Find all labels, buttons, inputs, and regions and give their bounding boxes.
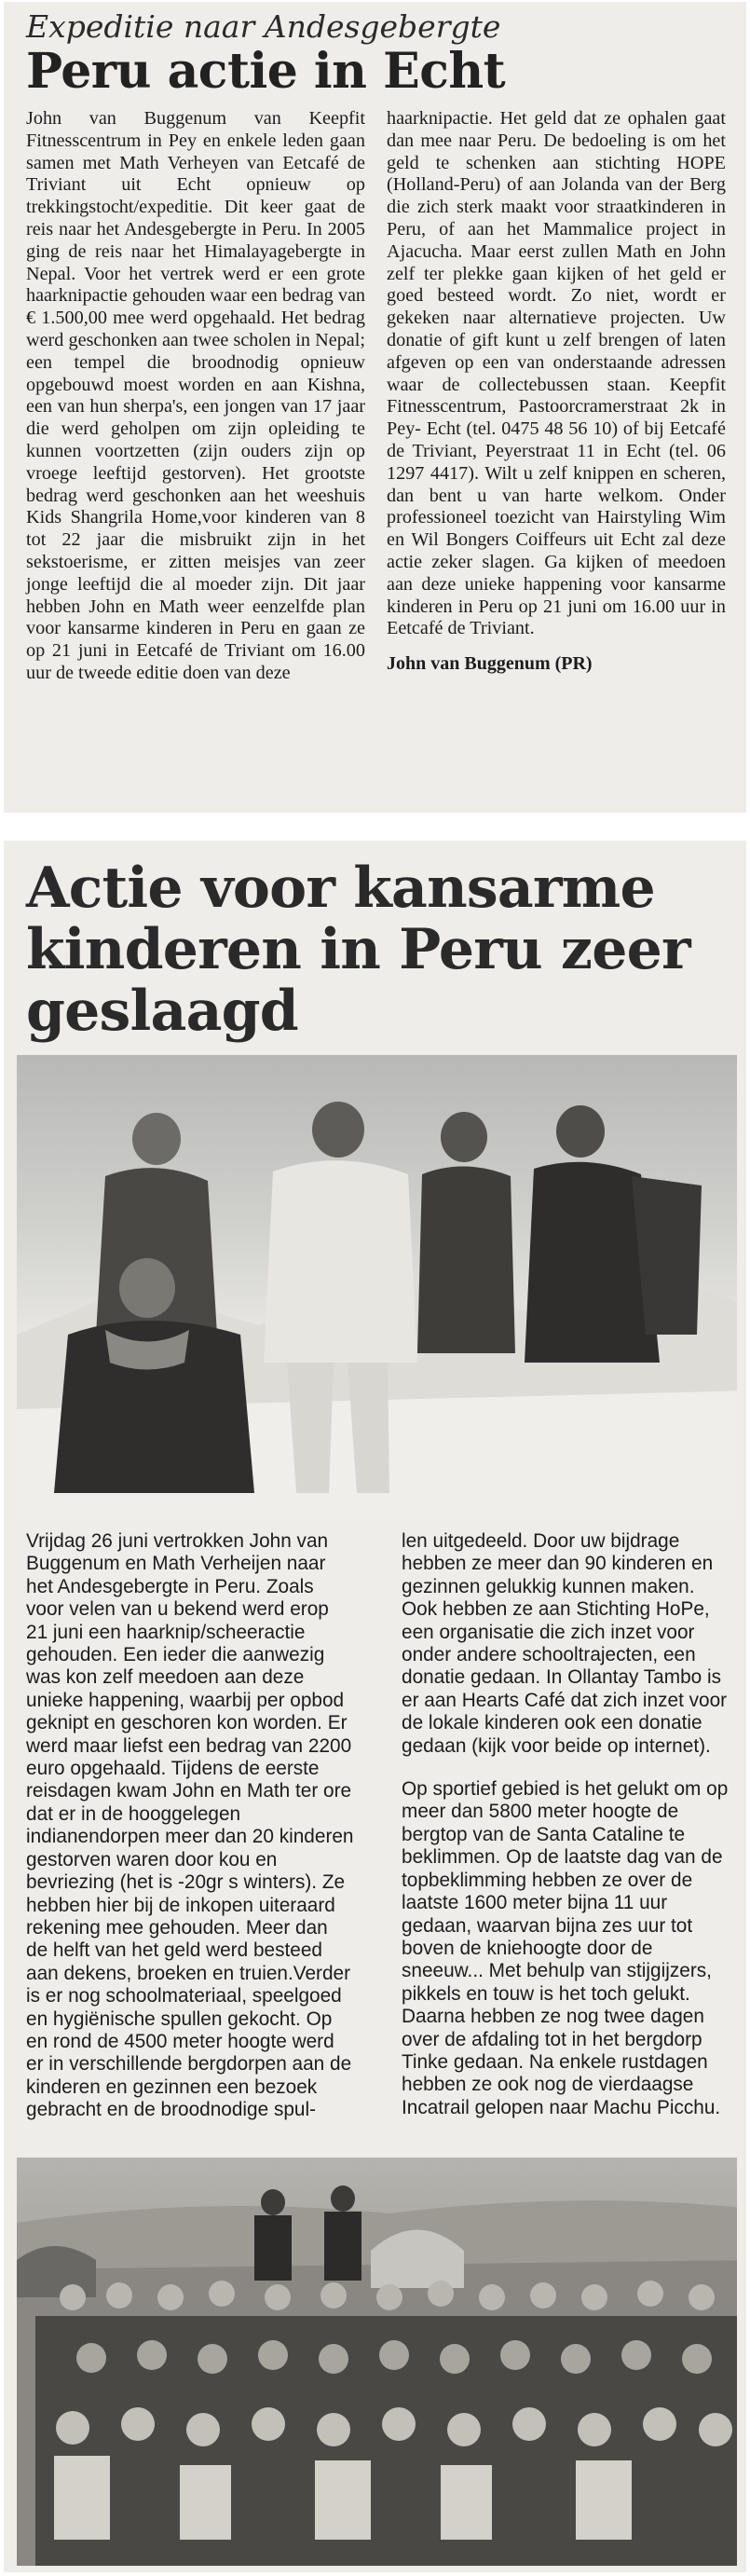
- article-byline: John van Buggenum (PR): [387, 653, 593, 675]
- village-children-illustration: [17, 2158, 737, 2566]
- article-column-left: [26, 108, 365, 685]
- article-kicker: Expeditie naar Andesgebergte: [26, 8, 501, 45]
- article-paragraph: len uitgedeeld. Door uw bijdrage hebben ze meer dan 90 kinderen en gezinnen gelukkig kunnen maken. Ook hebben ze aan Stichting HoPe, een organisatie die zich inzet voor onder andere schooltrajecten, een donatie gedaan. In Ollantay Tambo is er aan Hearts Café dat zich inzet voor de lokale kinderen ook een donatie gedaan (kijk voor beide op internet).: [402, 1530, 728, 1757]
- article-clipping-1: [4, 2, 746, 813]
- article-paragraph: haarknipactie. Het geld dat ze ophalen gaat dan mee naar Peru. De bedoeling is om het geld te schenken aan stichting HOPE (Holland-Peru) of aan Jolanda van der Berg die zich sterk maakt voor straatkinderen in Peru, of aan het Mammalice project in Ajacucha. Maar eerst zullen Math en John zelf ter plekke gaan kijken of het geld er goed besteed wordt. Zo niet, wordt er gekeken naar alternatieve projecten. Uw donatie of gift kunt u zelf brengen of laten afgeven op een van onderstaande adressen waar de collectebussen staan. Keepfit Fitnesscentrum, Pastoorcramerstraat 2k in Pey- Echt (tel. 0475 48 56 10) of bij Eetcafé de Triviant, Peyerstraat 11 in Echt (tel. 06 1297 4417). Wilt u zelf knippen en scheren, dan bent u van harte welkom. Onder professioneel toezicht van Hairstyling Wim en Wil Bongers Coiffeurs uit Echt zal deze actie zeker slagen. Ga kijken of meedoen aan deze unieke happening voor kansarme kinderen in Peru op 21 juni om 16.00 uur in Eetcafé de Triviant.: [387, 108, 726, 639]
- article-headline: Peru actie in Echt: [26, 43, 506, 100]
- photo-climbers: [17, 1055, 737, 1519]
- climbers-illustration: [17, 1055, 737, 1519]
- article-column-right: [402, 1530, 730, 2143]
- article-paragraph: John van Buggenum van Keepfit Fitnesscentrum in Pey en enkele leden gaan samen met Math Verheyen van Eetcafé de Triviant uit Echt opnieuw op trekkingstocht/expeditie. Dit keer gaat de reis naar het Andesgebergte in Peru. In 2005 ging de reis naar het Himalayagebergte in Nepal. Voor het vertrek werd er een grote haarknipactie gehouden waar een bedrag van € 1.500,00 mee werd opgehaald. Het bedrag werd geschonken aan twee scholen in Nepal; een tempel die broodnodig opnieuw opgebouwd moest worden en aan Kishna, een van hun sherpa's, een jongen van 17 jaar die werd geholpen om zijn opleiding te kunnen voortzetten (zijn ouders zijn op vroege leeftijd gestorven). Het grootste bedrag werd geschonken aan het weeshuis Kids Shangrila Home,voor kinderen van 8 tot 22 jaar die misbruikt zijn in het sekstoerisme, er zitten meisjes van zeer jonge leeftijd die al moeder zijn. Dit jaar hebben John en Math weer eenzelfde plan voor kansarme kinderen in Peru en gaan ze op 21 juni in Eetcafé de Triviant om 16.00 uur de tweede editie doen van deze: [26, 108, 365, 683]
- article-body: [26, 1530, 730, 2143]
- article-body: [26, 108, 726, 685]
- article-headline: Actie voor kansarme kinderen in Peru zeer geslaagd: [26, 856, 690, 1044]
- article-paragraph: Op sportief gebied is het gelukt om op meer dan 5800 meter hoogte de bergtop van de Santa Cataline te beklimmen. Op de laatste dag van de topbeklimming hebben ze over de laatste 1600 meter bijna 11 uur gedaan, waarvan bijna zes uur tot boven de kniehoogte door de sneeuw... Met behulp van stijgijzers, pikkels en touw is het toch gelukt. Daarna hebben ze nog twee dagen over de afdaling tot in het bergdorp Tinke gedaan. Na enkele rustdagen hebben ze ook nog de vierdaagse Incatrail gelopen naar Machu Picchu.: [402, 1778, 729, 2118]
- article-paragraph: Vrijdag 26 juni vertrokken John van Buggenum en Math Verheijen naar het Andesgebergte in Peru. Zoals voor velen van u bekend werd erop 21 juni een haarknip/scheeractie gehouden. Een ieder die aanwezig was kon zelf meedoen aan deze unieke happening, waarbij per opbod geknipt en geschoren kon worden. Er werd maar liefst een bedrag van 2200 euro opgehaald. Tijdens de eerste reisdagen kwam John en Math ter ore dat er in de hooggelegen indianendorpen meer dan 20 kinderen gestorven waren door kou en bevriezing (het is -20gr s winters). Ze hebben hier bij de inkopen uiteraard rekening mee gehouden. Meer dan de helft van het geld werd besteed aan dekens, broeken en truien.Verder is er nog schoolmateriaal, speelgoed en hygiënische spullen gekocht. Op en rond de 4500 meter hoogte werd er in verschillende bergdorpen aan de kinderen en gezinnen een bezoek gebracht en de broodnodige spul-: [26, 1530, 354, 2121]
- article-column-right: [387, 108, 726, 685]
- photo-village-children: [17, 2158, 737, 2566]
- article-clipping-2: [4, 841, 746, 2572]
- article-column-left: [26, 1530, 354, 2143]
